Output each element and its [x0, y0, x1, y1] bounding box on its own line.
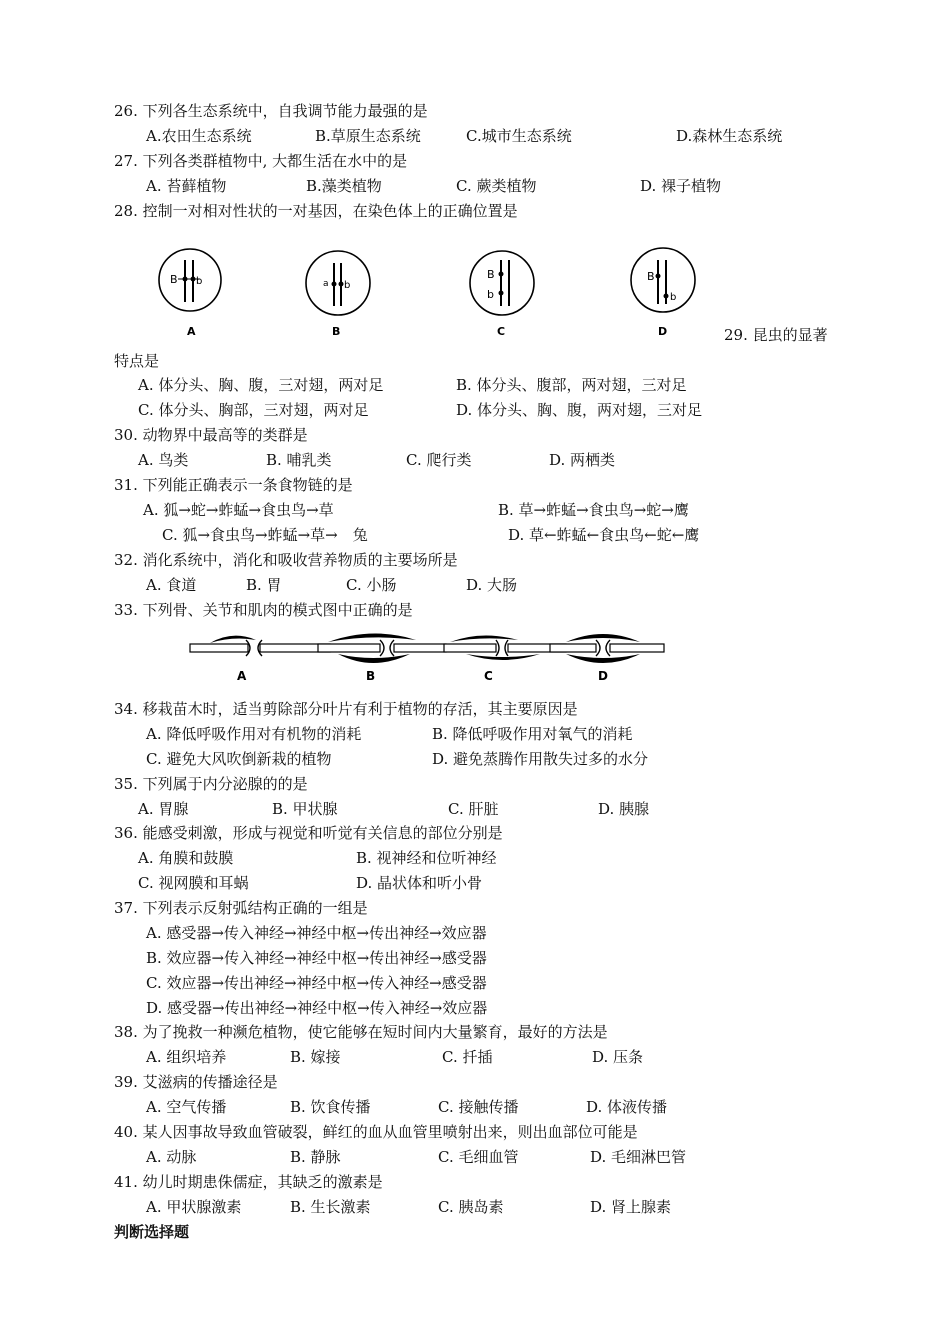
- q38-option-d: D. 压条: [592, 1048, 644, 1066]
- q30-option-a: A. 鸟类: [138, 451, 189, 469]
- gene-label-d-1: B: [647, 270, 655, 283]
- question-32-stem: 32. 消化系统中，消化和吸收营养物质的主要场所是: [114, 551, 458, 569]
- cell-diagram-c: [470, 251, 534, 338]
- question-37-stem: 37. 下列表示反射弧结构正确的一组是: [114, 899, 368, 917]
- question-35-stem: 35. 下列属于内分泌腺的的是: [114, 775, 308, 793]
- q40-option-b: B. 静脉: [290, 1148, 341, 1166]
- question-30-stem: 30. 动物界中最高等的类群是: [114, 426, 308, 444]
- q32-option-a: A. 食道: [146, 576, 197, 594]
- figure-label-c: C: [497, 325, 506, 338]
- cell-diagram-d: [631, 248, 695, 338]
- q37-option-c: C. 效应器→传出神经→神经中枢→传入神经→感受器: [146, 974, 487, 992]
- q27-option-d: D. 裸子植物: [640, 177, 722, 195]
- q38-option-c: C. 扦插: [442, 1048, 493, 1066]
- q39-option-b: B. 饮食传播: [290, 1098, 371, 1116]
- gene-label-c-1: B: [487, 268, 495, 281]
- q39-option-c: C. 接触传播: [438, 1098, 519, 1116]
- bone-model-b: [318, 633, 446, 683]
- question-40-stem: 40. 某人因事故导致血管破裂，鲜红的血从血管里喷射出来，则出血部位可能是: [114, 1123, 638, 1141]
- question-34-stem: 34. 移栽苗木时，适当剪除部分叶片有利于植物的存活，其主要原因是: [114, 700, 578, 718]
- q36-option-d: D. 晶状体和听小骨: [356, 874, 483, 892]
- bone-label-a: A: [237, 669, 247, 683]
- q35-option-b: B. 甲状腺: [272, 800, 338, 818]
- q26-option-d: D.森林生态系统: [676, 127, 783, 145]
- q32-option-b: B. 胃: [246, 576, 282, 594]
- q39-option-d: D. 体液传播: [586, 1098, 668, 1116]
- bone-label-d: D: [598, 669, 608, 683]
- section-heading: 判断选择题: [114, 1223, 190, 1241]
- q31-option-b: B. 草→蚱蜢→食虫鸟→蛇→鹰: [498, 501, 689, 519]
- gene-label-c-2: b: [487, 288, 494, 301]
- question-31-stem: 31. 下列能正确表示一条食物链的是: [114, 476, 353, 494]
- q34-option-b: B. 降低呼吸作用对氧气的消耗: [432, 725, 633, 743]
- bone-model-d: [550, 634, 664, 683]
- q31-option-d: D. 草←蚱蜢←食虫鸟←蛇←鹰: [508, 526, 700, 544]
- question-33-stem: 33. 下列骨、关节和肌肉的模式图中正确的是: [114, 601, 413, 619]
- gene-label-a-2: b: [196, 276, 203, 287]
- cell-diagram-a: [159, 249, 221, 338]
- q32-option-c: C. 小肠: [346, 576, 397, 594]
- question-36-stem: 36. 能感受刺激，形成与视觉和听觉有关信息的部位分别是: [114, 824, 503, 842]
- q41-option-d: D. 肾上腺素: [590, 1198, 672, 1216]
- q31-option-c: C. 狐→食虫鸟→蚱蜢→草→ 兔: [162, 526, 368, 544]
- q30-option-d: D. 两栖类: [549, 451, 616, 469]
- q38-option-a: A. 组织培养: [146, 1048, 227, 1066]
- q40-option-a: A. 动脉: [146, 1148, 197, 1166]
- question-38-stem: 38. 为了挽救一种濒危植物，使它能够在短时间内大量繁育，最好的方法是: [114, 1023, 608, 1041]
- question-26-stem: 26. 下列各生态系统中，自我调节能力最强的是: [114, 102, 428, 120]
- q26-option-a: A.农田生态系统: [146, 127, 252, 145]
- figure-label-d: D: [658, 325, 668, 338]
- question-29-stem-part1: 29. 昆虫的显著: [724, 326, 828, 344]
- q36-option-b: B. 视神经和位听神经: [356, 849, 497, 867]
- q38-option-b: B. 嫁接: [290, 1048, 341, 1066]
- question-41-stem: 41. 幼儿时期患侏儒症，其缺乏的激素是: [114, 1173, 383, 1191]
- q37-option-d: D. 感受器→传出神经→神经中枢→传入神经→效应器: [146, 999, 488, 1017]
- q27-option-a: A. 苔藓植物: [146, 177, 227, 195]
- gene-label-b-2: b: [344, 280, 351, 291]
- q29-option-c: C. 体分头、胸部，三对翅，两对足: [138, 401, 369, 419]
- q36-option-c: C. 视网膜和耳蜗: [138, 874, 249, 892]
- q37-option-a: A. 感受器→传入神经→神经中枢→传出神经→效应器: [146, 924, 487, 942]
- gene-label-b-1: a: [323, 279, 329, 289]
- q41-option-a: A. 甲状腺激素: [146, 1198, 242, 1216]
- q29-option-a: A. 体分头、胸、腹，三对翅，两对足: [138, 376, 384, 394]
- q35-option-a: A. 胃腺: [138, 800, 189, 818]
- q31-option-a: A. 狐→蛇→蚱蜢→食虫鸟→草: [143, 501, 334, 519]
- q36-option-a: A. 角膜和鼓膜: [138, 849, 234, 867]
- cell-diagram-b: [306, 251, 370, 338]
- q40-option-c: C. 毛细血管: [438, 1148, 519, 1166]
- q27-option-c: C. 蕨类植物: [456, 177, 537, 195]
- q30-option-b: B. 哺乳类: [266, 451, 332, 469]
- bone-model-c: [444, 635, 566, 683]
- bone-label-b: B: [366, 669, 376, 683]
- bone-label-c: C: [484, 669, 493, 683]
- q41-option-c: C. 胰岛素: [438, 1198, 504, 1216]
- figure-label-b: B: [332, 325, 341, 338]
- q26-option-c: C.城市生态系统: [466, 127, 572, 145]
- q41-option-b: B. 生长激素: [290, 1198, 371, 1216]
- gene-label-a-1: B: [170, 273, 178, 286]
- figure-label-a: A: [187, 325, 196, 338]
- chromosome-figure: [150, 240, 710, 340]
- q34-option-d: D. 避免蒸腾作用散失过多的水分: [432, 750, 649, 768]
- bone-model-a: [190, 636, 330, 683]
- q30-option-c: C. 爬行类: [406, 451, 472, 469]
- q29-option-b: B. 体分头、腹部，两对翅，三对足: [456, 376, 687, 394]
- question-27-stem: 27. 下列各类群植物中, 大都生活在水中的是: [114, 152, 408, 170]
- q37-option-b: B. 效应器→传入神经→神经中枢→传出神经→感受器: [146, 949, 487, 967]
- q29-option-d: D. 体分头、胸、腹，两对翅，三对足: [456, 401, 703, 419]
- q27-option-b: B.藻类植物: [306, 177, 382, 195]
- q35-option-d: D. 胰腺: [598, 800, 650, 818]
- q32-option-d: D. 大肠: [466, 576, 518, 594]
- question-28-stem: 28. 控制一对相对性状的一对基因，在染色体上的正确位置是: [114, 202, 518, 220]
- bone-joint-muscle-figure: [188, 628, 728, 688]
- q34-option-c: C. 避免大风吹倒新栽的植物: [146, 750, 332, 768]
- q35-option-c: C. 肝脏: [448, 800, 499, 818]
- q39-option-a: A. 空气传播: [146, 1098, 227, 1116]
- q40-option-d: D. 毛细淋巴管: [590, 1148, 687, 1166]
- question-29-stem-part2: 特点是: [114, 352, 160, 370]
- question-39-stem: 39. 艾滋病的传播途径是: [114, 1073, 278, 1091]
- q26-option-b: B.草原生态系统: [315, 127, 421, 145]
- gene-label-d-2: b: [670, 292, 677, 303]
- q34-option-a: A. 降低呼吸作用对有机物的消耗: [146, 725, 362, 743]
